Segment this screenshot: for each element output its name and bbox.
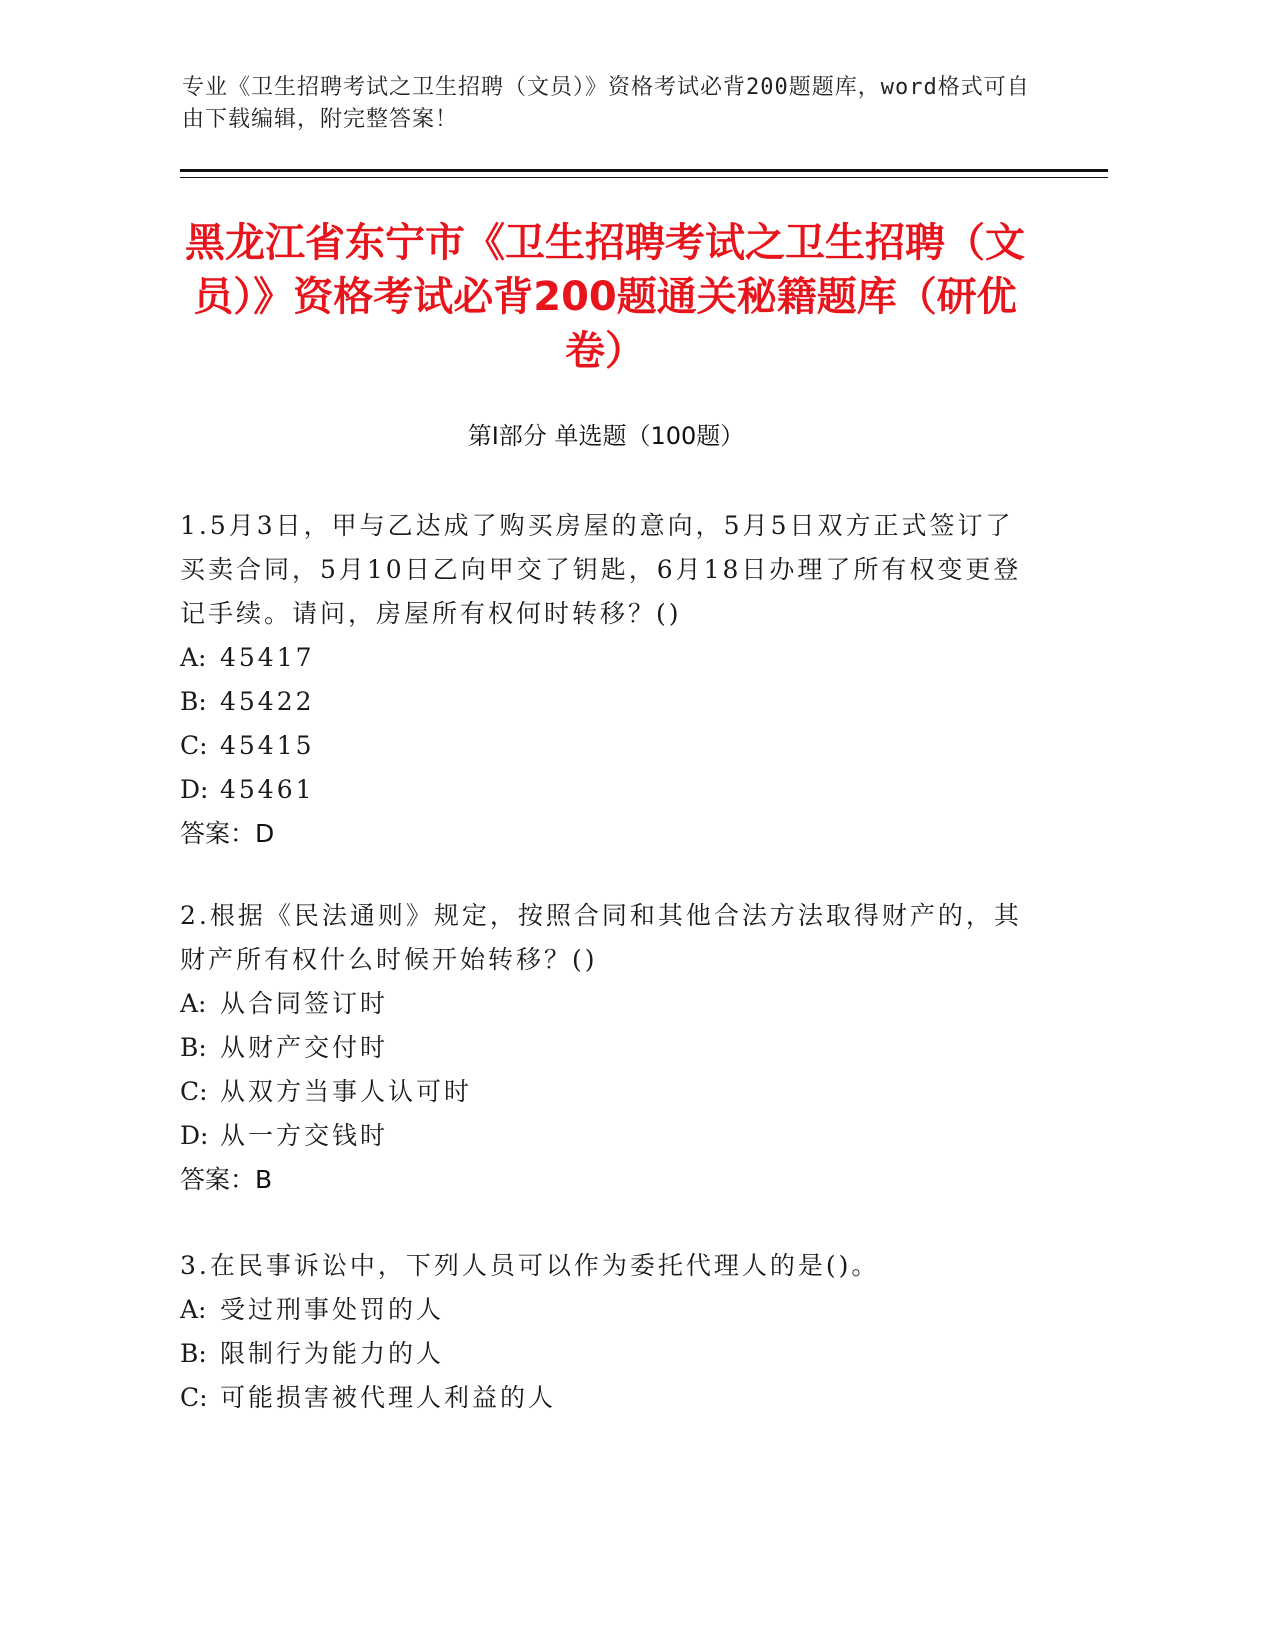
option-b — [180, 1026, 1040, 1070]
option-c — [180, 1070, 1040, 1114]
section-heading: 第I部分 单选题（100题） — [467, 422, 745, 450]
option-label: D: — [180, 1121, 209, 1150]
option-d — [180, 768, 1040, 812]
question-text: 2.根据《民法通则》规定，按照合同和其他合法方法取得财产的，其财产所有权什么时候开始转移？() — [180, 901, 1022, 974]
question-2 — [180, 894, 1040, 1202]
option-text: 45415 — [220, 731, 315, 760]
option-label: B: — [180, 1033, 207, 1062]
option-label: A: — [180, 643, 207, 672]
option-b — [180, 680, 1040, 724]
option-b — [180, 1332, 1040, 1376]
document-title: 黑龙江省东宁市《卫生招聘考试之卫生招聘（文员）》资格考试必背200题通关秘籍题库（研优卷） — [185, 220, 1025, 374]
option-label: A: — [180, 989, 207, 1018]
option-text: 45422 — [220, 687, 315, 716]
answer: 答案：D — [180, 819, 275, 848]
option-label: C: — [180, 731, 208, 760]
option-label: D: — [180, 775, 209, 804]
option-label: B: — [180, 687, 207, 716]
option-label: B: — [180, 1339, 207, 1368]
header-rule-thick — [180, 169, 1108, 172]
option-label: C: — [180, 1383, 208, 1412]
option-text: 受过刑事处罚的人 — [220, 1295, 445, 1324]
option-c — [180, 724, 1040, 768]
option-text: 从一方交钱时 — [220, 1121, 389, 1150]
option-label: A: — [180, 1295, 207, 1324]
header-note: 专业《卫生招聘考试之卫生招聘（文员）》资格考试必背200题题库，word格式可自由下载编辑，附完整答案！ — [182, 75, 1030, 132]
option-c — [180, 1376, 1040, 1420]
option-text: 从双方当事人认可时 — [220, 1077, 473, 1106]
question-3 — [180, 1244, 1040, 1420]
option-text: 可能损害被代理人利益的人 — [220, 1383, 557, 1412]
option-d — [180, 1114, 1040, 1158]
option-text: 从合同签订时 — [220, 989, 389, 1018]
question-text: 3.在民事诉讼中，下列人员可以作为委托代理人的是()。 — [180, 1251, 880, 1280]
option-label: C: — [180, 1077, 208, 1106]
option-a — [180, 636, 1040, 680]
question-1 — [180, 504, 1040, 856]
option-text: 45417 — [220, 643, 315, 672]
question-text: 1.5月3日，甲与乙达成了购买房屋的意向，5月5日双方正式签订了买卖合同，5月10日乙向甲交了钥匙，6月18日办理了所有权变更登记手续。请问，房屋所有权何时转移？() — [180, 511, 1022, 628]
option-a — [180, 982, 1040, 1026]
answer: 答案：B — [180, 1165, 273, 1194]
option-text: 限制行为能力的人 — [220, 1339, 445, 1368]
option-a — [180, 1288, 1040, 1332]
option-text: 从财产交付时 — [220, 1033, 389, 1062]
header-rule-thin — [180, 177, 1108, 178]
option-text: 45461 — [220, 775, 315, 804]
